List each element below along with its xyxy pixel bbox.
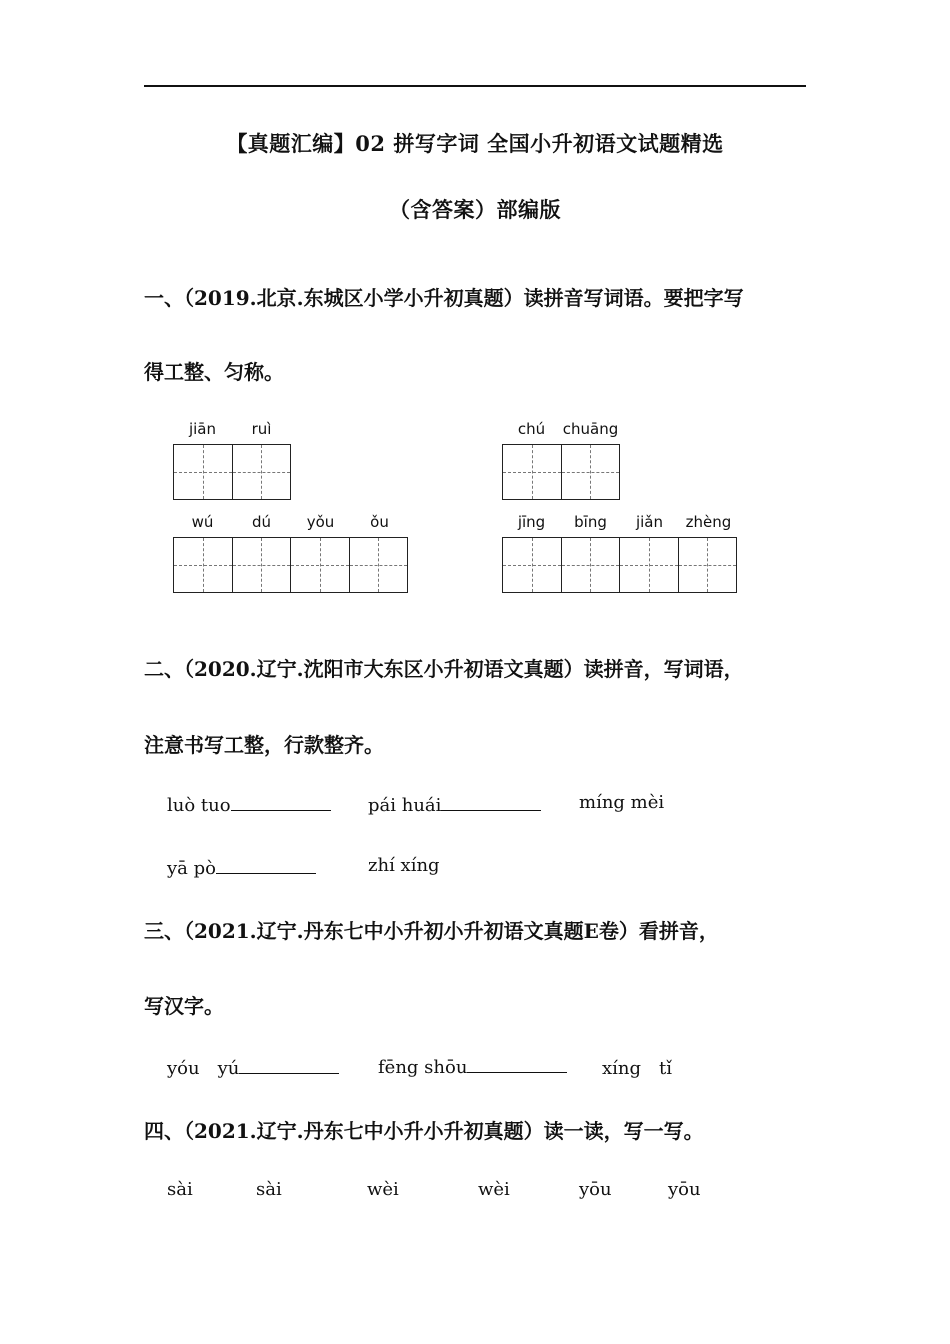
- answer-blank[interactable]: [216, 855, 316, 874]
- q4-prompt-line1: 四、（2021.辽宁.丹东七中小升小升初真题）读一读，写一写。: [144, 1119, 704, 1143]
- q4-pinyin: yōu: [579, 1179, 612, 1200]
- writing-box[interactable]: [291, 538, 350, 592]
- q1-prompt-line1: 一、（2019.北京.东城区小学小升初真题）读拼音写词语。要把字写: [144, 286, 744, 310]
- q2-item: [579, 792, 664, 813]
- pinyin-text: fēng shōu: [378, 1057, 468, 1078]
- q2-item: [368, 855, 440, 876]
- pinyin-text: zhí xíng: [368, 855, 440, 876]
- q1-grid-group-3: [173, 513, 408, 593]
- writing-box[interactable]: [350, 538, 409, 592]
- pinyin-label: bīng: [574, 513, 607, 531]
- pinyin-label: jiǎn: [635, 513, 664, 531]
- header-rule: [144, 85, 806, 87]
- q1-prompt-line2: 得工整、匀称。: [144, 360, 284, 384]
- q2-prompt-line1: 二、（2020.辽宁.沈阳市大东区小升初语文真题）读拼音，写词语，: [144, 657, 744, 681]
- q3-prompt-line1: 三、（2021.辽宁.丹东七中小升初小升初语文真题E卷）看拼音，: [144, 919, 719, 943]
- writing-box[interactable]: [233, 538, 292, 592]
- pinyin-label: dú: [251, 513, 272, 531]
- writing-box[interactable]: [503, 538, 562, 592]
- q3-item: [602, 1054, 672, 1080]
- pinyin-text: pái huái: [368, 795, 442, 816]
- pinyin-label: ǒu: [370, 513, 389, 531]
- writing-box[interactable]: [233, 445, 292, 499]
- answer-blank[interactable]: [467, 1054, 567, 1073]
- q3-item: [378, 1054, 567, 1078]
- pinyin-label: yǒu: [306, 513, 335, 531]
- pinyin-text: yā pò: [167, 858, 216, 879]
- pinyin-text: xíng tǐ: [602, 1058, 673, 1079]
- q2-item: [167, 855, 316, 879]
- page-subtitle: （含答案）部编版: [389, 197, 561, 222]
- writing-box[interactable]: [174, 538, 233, 592]
- pinyin-label: chuāng: [562, 420, 619, 438]
- pinyin-label: jiān: [188, 420, 217, 438]
- q1-grid-group-2: [502, 420, 620, 500]
- q1-grid-group-1: [173, 420, 291, 500]
- writing-box[interactable]: [174, 445, 233, 499]
- pinyin-text: luò tuo: [167, 795, 231, 816]
- writing-box[interactable]: [679, 538, 738, 592]
- answer-blank[interactable]: [239, 1055, 339, 1074]
- answer-blank[interactable]: [231, 792, 331, 811]
- q2-item: [368, 792, 541, 816]
- pinyin-label: wú: [191, 513, 214, 531]
- answer-blank[interactable]: [441, 792, 541, 811]
- q4-pinyin: sài: [256, 1179, 282, 1200]
- writing-box[interactable]: [562, 538, 621, 592]
- q4-pinyin: sài: [167, 1179, 193, 1200]
- writing-box[interactable]: [503, 445, 562, 499]
- q4-pinyin: wèi: [478, 1179, 510, 1200]
- writing-box[interactable]: [620, 538, 679, 592]
- pinyin-label: zhèng: [685, 513, 732, 531]
- q1-grid-group-4: [502, 513, 737, 593]
- q4-pinyin: wèi: [367, 1179, 399, 1200]
- q2-prompt-line2: 注意书写工整，行款整齐。: [144, 733, 384, 757]
- writing-box[interactable]: [562, 445, 621, 499]
- page-title: 【真题汇编】02 拼写字词 全国小升初语文试题精选: [226, 131, 724, 156]
- q3-prompt-line2: 写汉字。: [144, 994, 224, 1018]
- pinyin-text: yóu yú: [167, 1058, 240, 1079]
- pinyin-label: ruì: [251, 420, 272, 438]
- pinyin-label: jīng: [517, 513, 546, 531]
- q3-item: [167, 1054, 339, 1080]
- pinyin-label: chú: [517, 420, 546, 438]
- q2-item: [167, 792, 331, 816]
- q4-pinyin: yōu: [668, 1179, 701, 1200]
- pinyin-text: míng mèi: [579, 792, 665, 813]
